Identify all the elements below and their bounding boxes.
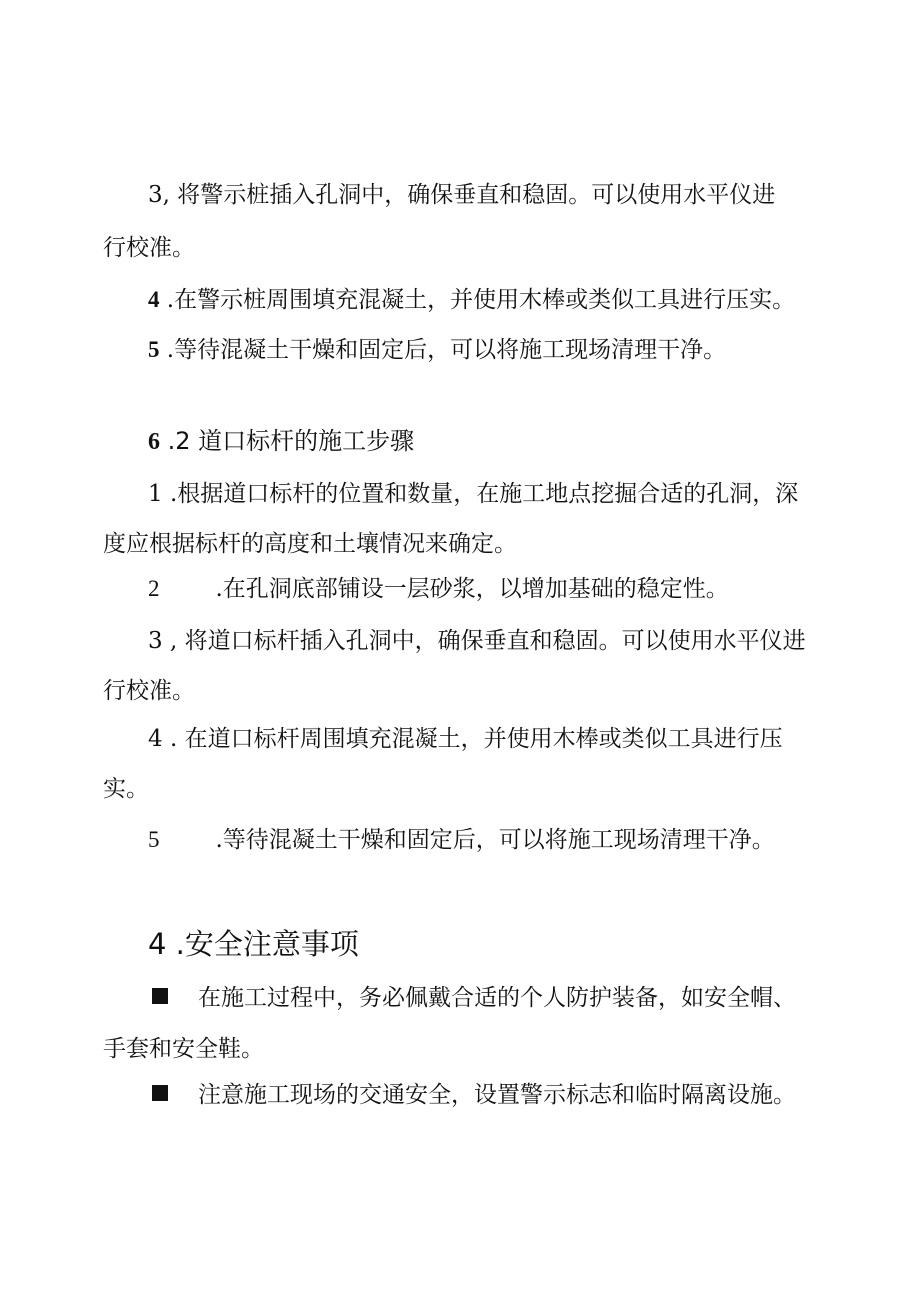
step-5-number: 5 <box>148 337 160 362</box>
b-step-4-line-2: 实。 <box>103 776 149 802</box>
square-bullet-icon <box>152 1085 168 1101</box>
b-step-1-line-1: 1 .根据道口标杆的位置和数量，在施工地点挖掘合适的孔洞，深 <box>148 481 799 507</box>
step-4-number: 4 <box>148 287 160 312</box>
safety-bullet-1-text: 在施工过程中，务必佩戴合适的个人防护装备，如安全帽、 <box>198 985 796 1011</box>
safety-bullet-2 <box>152 1080 796 1110</box>
step-4 <box>148 285 795 315</box>
step-4-text: .在警示桩周围填充混凝土，并使用木棒或类似工具进行压实。 <box>159 287 796 313</box>
b-step-3-line-2: 行校准。 <box>103 678 195 704</box>
safety-bullet-2-text: 注意施工现场的交通安全，设置警示标志和临时隔离设施。 <box>198 1082 796 1108</box>
section-heading-6-2 <box>148 425 414 458</box>
b-step-5-text: .等待混凝土干燥和固定后，可以将施工现场清理干净。 <box>215 827 775 853</box>
safety-bullet-1-line-2: 手套和安全鞋。 <box>103 1036 264 1062</box>
square-bullet-icon <box>152 988 168 1004</box>
step-3-line-2: 行校准。 <box>103 235 195 261</box>
step-5 <box>148 335 726 365</box>
step-3-line-1: 3, 将警示桩插入孔洞中，确保垂直和稳固。可以使用水平仪进 <box>148 182 776 208</box>
b-step-1-line-2: 度应根据标杆的高度和土壤情况来确定。 <box>103 531 517 557</box>
safety-bullet-1-line-1 <box>152 983 796 1013</box>
b-step-3-line-1: 3 , 将道口标杆插入孔洞中，确保垂直和稳固。可以使用水平仪进 <box>148 628 806 654</box>
b-step-5 <box>148 825 775 855</box>
safety-heading: 4 .安全注意事项 <box>148 927 359 961</box>
section-heading-number: 6 <box>148 429 160 455</box>
b-step-4-line-1: 4 . 在道口标杆周围填充混凝土，并使用木棒或类似工具进行压 <box>148 726 783 752</box>
b-step-2 <box>148 574 729 604</box>
b-step-2-text: .在孔洞底部铺设一层砂浆，以增加基础的稳定性。 <box>215 576 729 602</box>
section-heading-text: .2 道口标杆的施工步骤 <box>160 427 415 455</box>
b-step-5-number: 5 <box>148 827 160 852</box>
step-5-text: .等待混凝土干燥和固定后，可以将施工现场清理干净。 <box>159 337 727 363</box>
b-step-2-number: 2 <box>148 576 160 601</box>
